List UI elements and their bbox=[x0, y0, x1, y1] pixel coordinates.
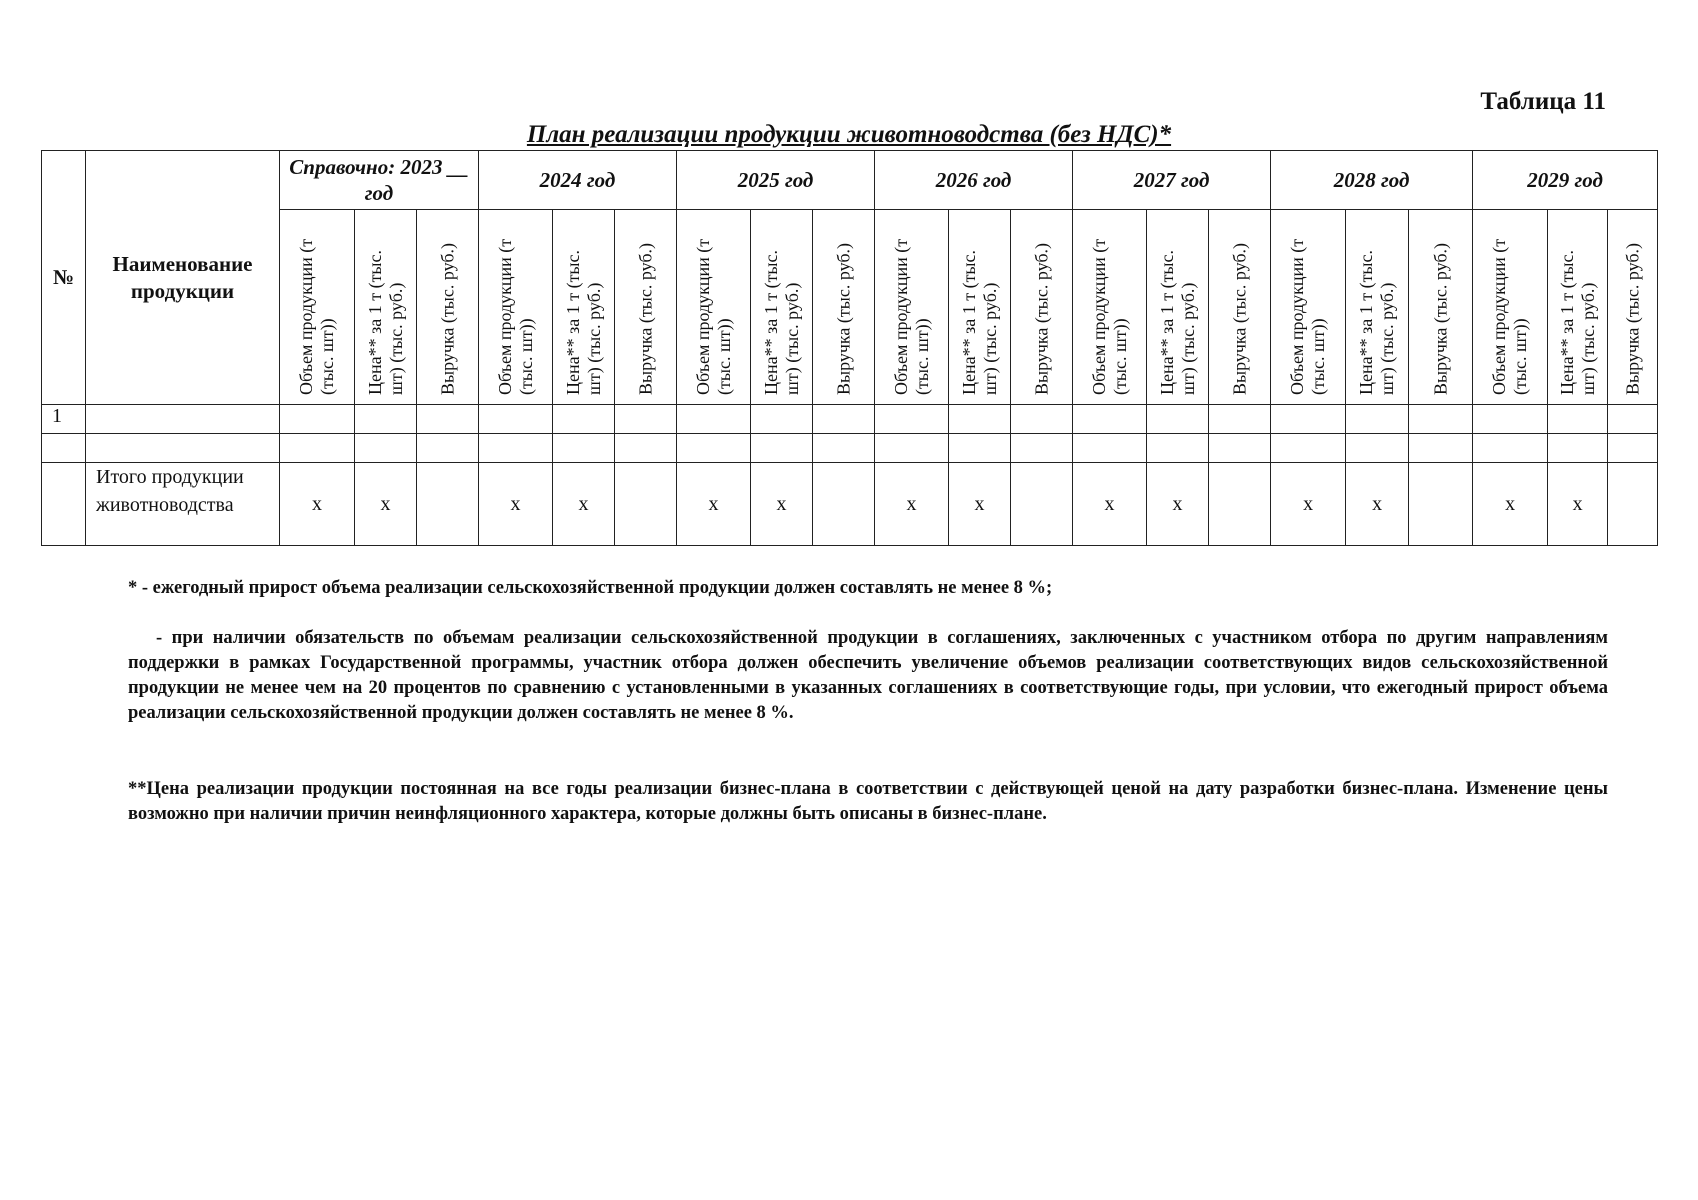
total-volume-mark: х bbox=[1271, 463, 1346, 546]
data-cell bbox=[1073, 434, 1147, 463]
data-cell bbox=[751, 405, 813, 434]
sub-header-price bbox=[949, 210, 1011, 405]
data-cell bbox=[677, 405, 751, 434]
data-cell bbox=[1271, 434, 1346, 463]
data-cell bbox=[553, 434, 615, 463]
sub-header-revenue-text: Выручка (тыс. руб.) bbox=[1031, 243, 1052, 395]
data-cell bbox=[1209, 434, 1271, 463]
total-volume-mark: х bbox=[479, 463, 553, 546]
data-cell bbox=[1608, 405, 1658, 434]
data-cell bbox=[1011, 434, 1073, 463]
sub-header-revenue-text: Выручка (тыс. руб.) bbox=[833, 243, 854, 395]
total-revenue-cell bbox=[1608, 463, 1658, 546]
sub-header-volume bbox=[1271, 210, 1346, 405]
sub-header-volume bbox=[1073, 210, 1147, 405]
sub-header-revenue-text: Выручка (тыс. руб.) bbox=[437, 243, 457, 395]
data-cell bbox=[1473, 434, 1548, 463]
total-volume-mark: х bbox=[1073, 463, 1147, 546]
data-cell bbox=[1548, 434, 1608, 463]
data-cell bbox=[875, 405, 949, 434]
data-cell bbox=[1548, 405, 1608, 434]
data-cell bbox=[949, 434, 1011, 463]
sub-header-volume bbox=[1473, 210, 1548, 405]
data-cell bbox=[875, 434, 949, 463]
table-row bbox=[42, 405, 1658, 434]
total-price-mark: х bbox=[1548, 463, 1608, 546]
year-header-2023: Справочно: 2023 __ год bbox=[280, 151, 479, 210]
total-volume-mark: х bbox=[280, 463, 355, 546]
data-cell bbox=[1209, 405, 1271, 434]
data-cell bbox=[280, 405, 355, 434]
header-row-subcolumns bbox=[42, 210, 1658, 405]
data-cell bbox=[479, 434, 553, 463]
sub-header-volume-text: Объем продукции (т (тыс. шт)) bbox=[692, 238, 734, 395]
total-label: Итого продукции животноводства bbox=[86, 463, 280, 546]
sub-header-revenue bbox=[813, 210, 875, 405]
total-revenue-cell bbox=[1409, 463, 1473, 546]
total-number-cell bbox=[42, 463, 86, 546]
sales-plan-table bbox=[41, 150, 1658, 546]
year-header-2025: 2025 год bbox=[677, 151, 875, 210]
data-cell bbox=[813, 434, 875, 463]
year-header-2029: 2029 год bbox=[1473, 151, 1658, 210]
product-name-cell bbox=[86, 405, 280, 434]
total-row bbox=[42, 463, 1658, 546]
total-price-mark: х bbox=[1346, 463, 1409, 546]
sub-header-volume-text: Объем продукции (т (тыс. шт)) bbox=[1489, 238, 1531, 395]
sub-header-revenue bbox=[1011, 210, 1073, 405]
year-header-2026: 2026 год bbox=[875, 151, 1073, 210]
data-cell bbox=[479, 405, 553, 434]
sub-header-price-text: Цена** за 1 т (тыс. шт) (тыс. руб.) bbox=[760, 249, 802, 395]
data-cell bbox=[417, 434, 479, 463]
year-header-2027: 2027 год bbox=[1073, 151, 1271, 210]
header-row-years bbox=[42, 151, 1658, 210]
data-cell bbox=[1271, 405, 1346, 434]
data-cell bbox=[751, 434, 813, 463]
sub-header-volume bbox=[677, 210, 751, 405]
sub-header-revenue bbox=[417, 210, 479, 405]
footnote-growth: * - ежегодный прирост объема реализации сельскохозяйственной продукции должен составлять не менее 8 %; bbox=[128, 578, 1053, 598]
col-name-header: Наименование продукции bbox=[86, 151, 280, 405]
total-revenue-cell bbox=[1209, 463, 1271, 546]
data-cell bbox=[1608, 434, 1658, 463]
total-price-mark: х bbox=[1147, 463, 1209, 546]
data-cell bbox=[1346, 434, 1409, 463]
data-cell bbox=[1346, 405, 1409, 434]
table-row bbox=[42, 434, 1658, 463]
data-cell bbox=[355, 434, 417, 463]
data-cell bbox=[417, 405, 479, 434]
row-number: 1 bbox=[42, 405, 86, 434]
sub-header-volume-text: Объем продукции (т (тыс. шт)) bbox=[296, 238, 337, 395]
total-revenue-cell bbox=[1011, 463, 1073, 546]
sub-header-revenue bbox=[1409, 210, 1473, 405]
product-name-cell bbox=[86, 434, 280, 463]
total-price-mark: х bbox=[751, 463, 813, 546]
sub-header-revenue-text: Выручка (тыс. руб.) bbox=[1430, 243, 1451, 395]
sub-header-revenue-text: Выручка (тыс. руб.) bbox=[635, 243, 655, 395]
sub-header-revenue bbox=[615, 210, 677, 405]
data-cell bbox=[677, 434, 751, 463]
data-cell bbox=[813, 405, 875, 434]
document-title-text: План реализации продукции животноводства (без НДС)* bbox=[526, 121, 1172, 148]
sub-header-volume bbox=[280, 210, 355, 405]
sub-header-revenue bbox=[1608, 210, 1658, 405]
sub-header-volume-text: Объем продукции (т (тыс. шт)) bbox=[890, 238, 932, 395]
document-title bbox=[0, 121, 1698, 149]
sub-header-price bbox=[1147, 210, 1209, 405]
sub-header-price bbox=[355, 210, 417, 405]
sub-header-price-text: Цена** за 1 т (тыс. шт) (тыс. руб.) bbox=[364, 249, 406, 395]
data-cell bbox=[949, 405, 1011, 434]
year-header-2028: 2028 год bbox=[1271, 151, 1473, 210]
data-cell bbox=[1409, 405, 1473, 434]
data-cell bbox=[553, 405, 615, 434]
total-volume-mark: х bbox=[875, 463, 949, 546]
sub-header-price bbox=[1548, 210, 1608, 405]
sub-header-volume-text: Объем продукции (т (тыс. шт)) bbox=[1287, 238, 1329, 395]
data-cell bbox=[1073, 405, 1147, 434]
data-cell bbox=[615, 405, 677, 434]
sub-header-price bbox=[553, 210, 615, 405]
footnote-price: **Цена реализации продукции постоянная на все годы реализации бизнес-плана в соответствии с действующей ценой на дату разработки бизнес-плана. Изменение цены возможно при наличии причин неинфляционного характера, которые должны быть описаны в бизнес-плане. bbox=[128, 779, 1608, 824]
total-revenue-cell bbox=[813, 463, 875, 546]
sub-header-price-text: Цена** за 1 т (тыс. шт) (тыс. руб.) bbox=[562, 249, 604, 395]
data-cell bbox=[1147, 434, 1209, 463]
data-cell bbox=[1147, 405, 1209, 434]
sub-header-price bbox=[1346, 210, 1409, 405]
data-cell bbox=[280, 434, 355, 463]
sub-header-price-text: Цена** за 1 т (тыс. шт) (тыс. руб.) bbox=[1556, 249, 1598, 395]
data-cell bbox=[615, 434, 677, 463]
sub-header-price-text: Цена** за 1 т (тыс. шт) (тыс. руб.) bbox=[1356, 249, 1398, 395]
sub-header-volume-text: Объем продукции (т (тыс. шт)) bbox=[1088, 238, 1130, 395]
total-revenue-cell bbox=[417, 463, 479, 546]
total-volume-mark: х bbox=[677, 463, 751, 546]
data-cell bbox=[355, 405, 417, 434]
footnote-obligations: - при наличии обязательств по объемам реализации сельскохозяйственной продукции в соглашениях, заключенных с участником отбора по другим направлениям поддержки в рамках Государственной программы, участник отбора должен обеспечить увеличение объемов реализации соответствующих видов сельскохозяйственной продукции не менее чем на 20 процентов по сравнению с установленными в указанных соглашениях в соответствующие годы, при условии, что ежегодный прирост объема реализации сельскохозяйственной продукции должен составлять не менее 8 %. bbox=[128, 628, 1608, 723]
sub-header-volume bbox=[875, 210, 949, 405]
sub-header-price bbox=[751, 210, 813, 405]
total-price-mark: х bbox=[553, 463, 615, 546]
total-revenue-cell bbox=[615, 463, 677, 546]
sub-header-revenue-text: Выручка (тыс. руб.) bbox=[1622, 243, 1643, 395]
sub-header-volume-text: Объем продукции (т (тыс. шт)) bbox=[494, 238, 536, 395]
total-volume-mark: х bbox=[1473, 463, 1548, 546]
year-header-2024: 2024 год bbox=[479, 151, 677, 210]
sub-header-revenue bbox=[1209, 210, 1271, 405]
col-number-header: № bbox=[42, 151, 86, 405]
data-cell bbox=[1409, 434, 1473, 463]
row-number bbox=[42, 434, 86, 463]
total-price-mark: х bbox=[355, 463, 417, 546]
total-price-mark: х bbox=[949, 463, 1011, 546]
table-number: Таблица 11 bbox=[1480, 88, 1606, 115]
sub-header-revenue-text: Выручка (тыс. руб.) bbox=[1229, 243, 1250, 395]
data-cell bbox=[1473, 405, 1548, 434]
sub-header-price-text: Цена** за 1 т (тыс. шт) (тыс. руб.) bbox=[1156, 249, 1198, 395]
sub-header-volume bbox=[479, 210, 553, 405]
data-cell bbox=[1011, 405, 1073, 434]
sub-header-price-text: Цена** за 1 т (тыс. шт) (тыс. руб.) bbox=[958, 249, 1000, 395]
